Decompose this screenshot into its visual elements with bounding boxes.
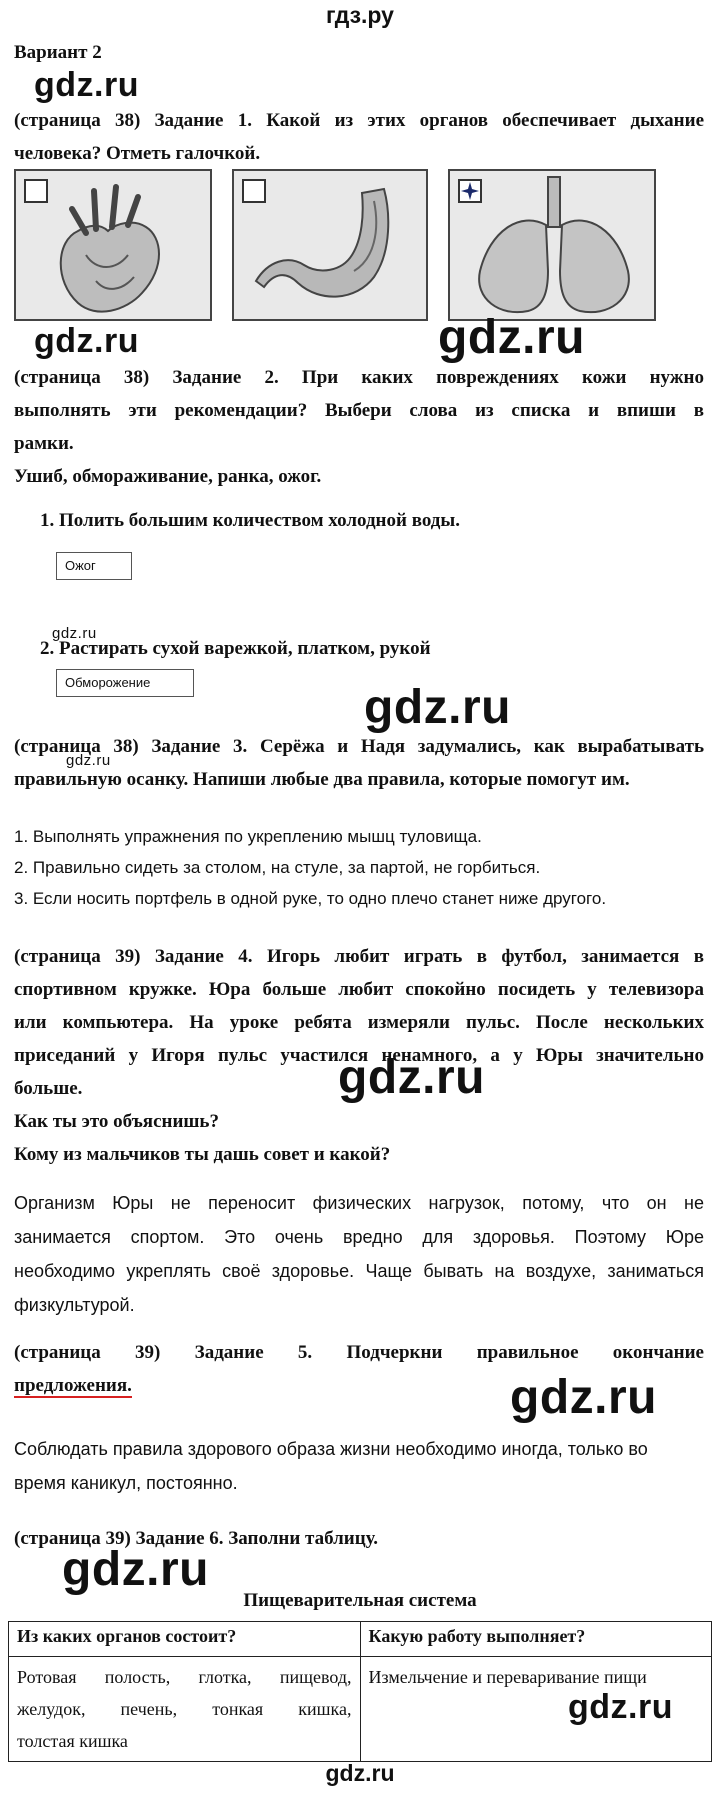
stomach-picture	[232, 169, 428, 321]
task-4-answer-line: занимается спортом. Это очень вредно для здоровья. Поэтому Юре	[14, 1227, 704, 1247]
variant-title: Вариант 2	[14, 42, 102, 63]
task-5-text: (страница 39) Задание 5. Подчеркни правильное окончание	[14, 1342, 704, 1363]
task-5-answer	[14, 1432, 704, 1500]
table-cell-line: желудок, печень, тонкая кишка,	[17, 1699, 352, 1719]
watermark: gdz.ru	[34, 322, 139, 360]
task-2-text: выполнять эти рекомендации? Выбери слова из списка и впиши в	[14, 400, 704, 421]
watermark: gdz.ru	[338, 1051, 485, 1104]
watermark: gdz.ru	[66, 752, 111, 769]
task-5-answer-line: Соблюдать правила здорового образа жизни необходимо иногда, только во	[14, 1439, 648, 1459]
watermark: gdz.ru	[438, 311, 585, 364]
task-3	[14, 730, 704, 796]
site-footer: gdz.ru	[325, 1760, 395, 1786]
lungs-picture	[448, 169, 656, 321]
task-4-text: или компьютера. На уроке ребята измеряли пульс. После нескольких	[14, 1012, 704, 1033]
watermark: gdz.ru	[34, 66, 139, 104]
task-4-question-2: Кому из мальчиков ты дашь совет и какой?	[14, 1144, 391, 1165]
task-4-answer	[14, 1186, 704, 1322]
task-6-text: (страница 39) Задание 6. Заполни таблицу.	[14, 1528, 379, 1549]
task-2-text: (страница 38) Задание 2. При каких повреждениях кожи нужно	[14, 367, 704, 388]
watermark: gdz.ru	[52, 625, 97, 642]
task-3-answer-1: 1. Выполнять упражнения по укреплению мышц туловища.	[14, 827, 482, 846]
task-1-text: (страница 38) Задание 1. Какой из этих органов обеспечивает дыхание	[14, 110, 704, 131]
task-2-item-2: 2. Растирать сухой варежкой, платком, рукой	[40, 638, 431, 659]
task-3-answer-2: 2. Правильно сидеть за столом, на стуле, за партой, не горбиться.	[14, 858, 541, 877]
task-4-answer-line: Организм Юры не переносит физических нагрузок, потому, что он не	[14, 1193, 704, 1213]
task-4-text: приседаний у Игоря пульс участился ненамного, а у Юры значительно	[14, 1045, 704, 1066]
watermark: gdz.ru	[364, 681, 511, 734]
task-4-answer-line: необходимо укреплять своё здоровье. Чаще бывать на воздухе, заниматься	[14, 1261, 704, 1281]
lungs-checkbox[interactable]	[458, 179, 482, 203]
check-star-icon	[460, 181, 480, 201]
answer-box-1[interactable]: Ожог	[56, 552, 132, 580]
task-1	[14, 104, 704, 170]
table-header: Какую работу выполняет?	[360, 1622, 712, 1657]
task-3-text: (страница 38) Задание 3. Серёжа и Надя задумались, как вырабатывать	[14, 736, 704, 757]
task-4-answer-line: физкультурой.	[14, 1295, 135, 1315]
task-1-text: человека? Отметь галочкой.	[14, 143, 261, 164]
table-cell-line: Ротовая полость, глотка, пищевод,	[17, 1667, 352, 1687]
task-2-words: Ушиб, обмораживание, ранка, ожог.	[14, 466, 322, 487]
table-cell-function: Измельчение и переваривание пищи	[360, 1657, 712, 1762]
watermark: gdz.ru	[568, 1688, 673, 1726]
task-4-text: больше.	[14, 1078, 83, 1099]
task-4-text: спортивном кружке. Юра больше любит спокойно посидеть у телевизора	[14, 979, 704, 1000]
task-5-answer-line: время каникул, постоянно.	[14, 1473, 238, 1493]
table-cell-organs	[9, 1657, 361, 1762]
task-2-item-1: 1. Полить большим количеством холодной воды.	[40, 510, 460, 531]
stomach-checkbox[interactable]	[242, 179, 266, 203]
heart-picture	[14, 169, 212, 321]
task-3-text: правильную осанку. Напиши любые два правила, которые помогут им.	[14, 769, 630, 790]
table-title: Пищеварительная система	[243, 1590, 477, 1611]
task-4-question-1: Как ты это объяснишь?	[14, 1111, 219, 1132]
task-3-answer-3: 3. Если носить портфель в одной руке, то одно плечо станет ниже другого.	[14, 889, 607, 908]
watermark: gdz.ru	[62, 1543, 209, 1596]
heart-checkbox[interactable]	[24, 179, 48, 203]
task-5-text: предложения.	[14, 1375, 132, 1396]
answer-box-2[interactable]: Обморожение	[56, 669, 194, 697]
site-header: гдз.ру	[326, 2, 394, 28]
task-2-text: рамки.	[14, 433, 74, 454]
watermark: gdz.ru	[510, 1371, 657, 1424]
table-header: Из каких органов состоит?	[9, 1622, 361, 1657]
table-cell-line: толстая кишка	[17, 1731, 128, 1751]
table-header-row	[9, 1622, 712, 1657]
task-2	[14, 361, 704, 493]
task-4-text: (страница 39) Задание 4. Игорь любит играть в футбол, занимается в	[14, 946, 704, 967]
